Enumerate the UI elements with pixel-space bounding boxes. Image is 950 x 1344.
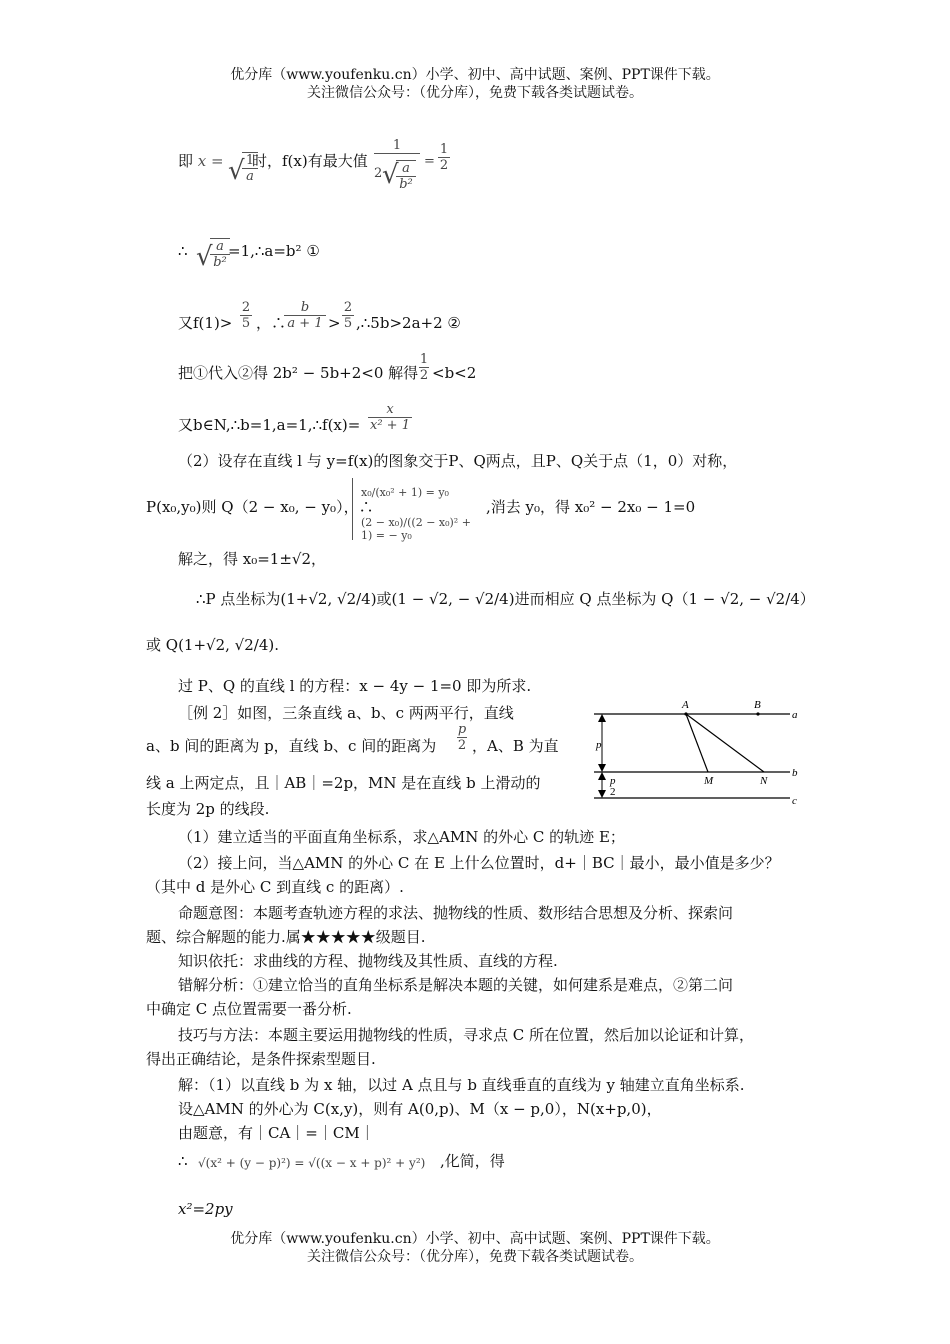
- frac-2-5-a: [240, 300, 252, 331]
- l2-num-a: a: [210, 239, 230, 255]
- half-num: 1: [439, 142, 449, 157]
- question-1: （1）建立适当的平面直角坐标系，求△AMN 的外心 C 的轨迹 E；: [178, 828, 625, 846]
- example-2-line-b: a、b 间的距离为 p，直线 b、c 间的距离为: [146, 737, 437, 755]
- page-footer: [0, 1230, 950, 1266]
- intent-line-2: 题、综合解题的能力.属★★★★★级题目.: [146, 928, 426, 946]
- equation-system: [352, 478, 483, 540]
- l4-num: 1: [419, 352, 429, 367]
- segment-AN: [686, 714, 764, 772]
- header-line-1: 优分库（www.youfenku.cn）小学、初中、高中试题、案例、PPT课件下载。: [230, 67, 720, 83]
- footer-line-1: 优分库（www.youfenku.cn）小学、初中、高中试题、案例、PPT课件下载。: [230, 1231, 720, 1247]
- l5-den: x² + 1: [370, 418, 410, 433]
- line-1-mid: 时，f(x)有最大值: [252, 152, 368, 170]
- label-p2-num: p: [610, 775, 616, 787]
- l2-den-b2: b²: [213, 255, 227, 270]
- header-line-2: 关注微信公众号：（优分库），免费下载各类试题试卷。: [307, 85, 643, 101]
- l3-den-5a: 5: [241, 316, 251, 331]
- half-den: 2: [439, 158, 449, 173]
- line-7-tail: ,消去 y₀，得 x₀² − 2x₀ − 1=0: [486, 498, 696, 516]
- label-c-line: c: [792, 795, 797, 807]
- label-a-line: a: [792, 709, 798, 721]
- solution-line-4-prefix: ∴: [178, 1152, 188, 1170]
- distance-equation: √(x² + (y − p)²) = √((x − x + p)² + y²): [198, 1156, 426, 1170]
- l4-den: 2: [419, 368, 429, 383]
- question-2-note: （其中 d 是外心 C 到直线 c 的距离）.: [146, 878, 404, 896]
- result-equation: x²=2py: [178, 1200, 233, 1218]
- frac-1-2: [419, 352, 429, 383]
- frac-x-over-x2p1: [368, 402, 412, 433]
- line-max-value: [178, 150, 224, 172]
- gt-sign: >: [328, 314, 341, 332]
- frac-den-a: a: [242, 168, 258, 184]
- label-p2-den: 2: [610, 786, 616, 798]
- point-B: [756, 712, 759, 715]
- frac-2-5-b: [342, 300, 354, 331]
- eq-sign: =: [424, 154, 435, 169]
- point-A: [684, 712, 687, 715]
- arrow-head-up-2: [598, 772, 606, 780]
- solution-line-1: 解：（1）以直线 b 为 x 轴，以过 A 点且与 b 直线垂直的直线为 y 轴建立直角坐标系.: [178, 1076, 745, 1094]
- method-line-1: 技巧与方法：本题主要运用抛物线的性质，寻求点 C 所在位置，然后加以论证和计算，: [178, 1026, 755, 1044]
- line-10: 或 Q(1+√2, √2/4).: [146, 636, 279, 654]
- solution-line-3: 由题意，有｜CA｜=｜CM｜: [178, 1124, 375, 1142]
- intent-line-1: 命题意图：本题考查轨迹方程的求法、抛物线的性质、数形结合思想及分析、探索问: [178, 904, 734, 922]
- label-N: N: [760, 775, 768, 787]
- example-2-line-d: 长度为 2p 的线段.: [146, 800, 270, 818]
- max-den-two: 2: [374, 166, 383, 181]
- error-line-1: 错解分析：①建立恰当的直角坐标系是解决本题的关键，如何建系是难点，②第二问: [178, 976, 734, 994]
- example-2-line-a: ［例 2］如图，三条直线 a、b、c 两两平行，直线: [178, 704, 514, 722]
- footer-line-2: 关注微信公众号：（优分库），免费下载各类试题试卷。: [307, 1249, 643, 1265]
- method-line-2: 得出正确结论，是条件探索型题目.: [146, 1050, 376, 1068]
- line-8: 解之，得 x₀=1±√2，: [178, 550, 327, 568]
- therefore-symbol: ∴: [178, 242, 188, 260]
- line-3-mid: ，∴: [256, 314, 287, 332]
- l3-den-5b: 5: [343, 316, 353, 331]
- arrow-head-down-2: [598, 790, 606, 798]
- label-p: p: [596, 739, 602, 751]
- max-den-b2: b²: [399, 177, 413, 192]
- max-den-a: a: [396, 161, 416, 177]
- example-2-line-b-tail: ，A、B 为直: [472, 737, 559, 755]
- line-7-prefix: P(x₀,y₀)则 Q（2 − x₀, − y₀），∴: [146, 498, 374, 516]
- l3-num-2b: 2: [343, 300, 353, 315]
- line-3-prefix: 又f(1)>: [178, 314, 233, 332]
- knowledge-line: 知识依托：求曲线的方程、抛物线及其性质、直线的方程.: [178, 952, 558, 970]
- frac-b-over-a1: [284, 300, 326, 331]
- max-value-fraction: 1 2 √ a b²: [374, 138, 420, 198]
- line-1-prefix: 即: [178, 152, 194, 170]
- l3-den-a1: a + 1: [287, 316, 323, 331]
- page-header: [0, 66, 950, 102]
- system-top: x₀/(x₀² + 1) = y₀: [361, 486, 449, 499]
- l5-num: x: [368, 402, 412, 418]
- label-b-line: b: [792, 767, 798, 779]
- line-4-tail: <b<2: [432, 364, 477, 382]
- line-2-tail: =1,∴a=b² ①: [228, 242, 320, 260]
- arrow-head-down: [598, 764, 606, 772]
- label-B: B: [754, 699, 761, 711]
- example-2-line-c: 线 a 上两定点，且｜AB｜=2p，MN 是在直线 b 上滑动的: [146, 774, 541, 792]
- error-line-2: 中确定 C 点位置需要一番分析.: [146, 1000, 352, 1018]
- line-4: 把①代入②得 2b² − 5b+2<0 解得: [178, 364, 419, 382]
- solution-line-2: 设△AMN 的外心为 C(x,y)，则有 A(0,p)、M（x − p,0），N(x+p,0)，: [178, 1100, 662, 1118]
- line-5: 又b∈N,∴b=1,a=1,∴f(x)=: [178, 416, 361, 434]
- solution-line-4-tail: ,化简，得: [440, 1152, 505, 1170]
- l3-num-b: b: [284, 300, 326, 316]
- max-num: 1: [374, 138, 420, 154]
- label-A: A: [682, 699, 689, 711]
- question-2: （2）接上问，当△AMN 的外心 C 在 E 上什么位置时，d+｜BC｜最小，最小值是多少？: [178, 854, 780, 872]
- arrow-head-up: [598, 714, 606, 722]
- l3-num-2a: 2: [241, 300, 251, 315]
- line-6: （2）设存在直线 l 与 y=f(x)的图象交于P、Q两点，且P、Q关于点（1，0）对称，: [178, 452, 738, 470]
- label-M: M: [704, 775, 714, 787]
- line-3-tail: ,∴5b>2a+2 ②: [356, 314, 461, 332]
- line-9: ∴P 点坐标为(1+√2, √2/4)或(1 − √2, − √2/4)进而相应 Q 点坐标为 Q（1 − √2, − √2/4）: [196, 590, 815, 608]
- parallel-lines-figure: [580, 694, 810, 812]
- ex2-den-2: 2: [457, 738, 467, 753]
- system-bottom: (2 − x₀)/((2 − x₀)² + 1) = − y₀: [361, 516, 471, 542]
- ex2-num-p: p: [457, 722, 467, 737]
- frac-p-over-2: [457, 722, 467, 753]
- line-11: 过 P、Q 的直线 l 的方程：x − 4y − 1=0 即为所求.: [178, 677, 532, 695]
- x-equals: x =: [197, 152, 224, 170]
- frac-num-1: 1: [245, 153, 255, 168]
